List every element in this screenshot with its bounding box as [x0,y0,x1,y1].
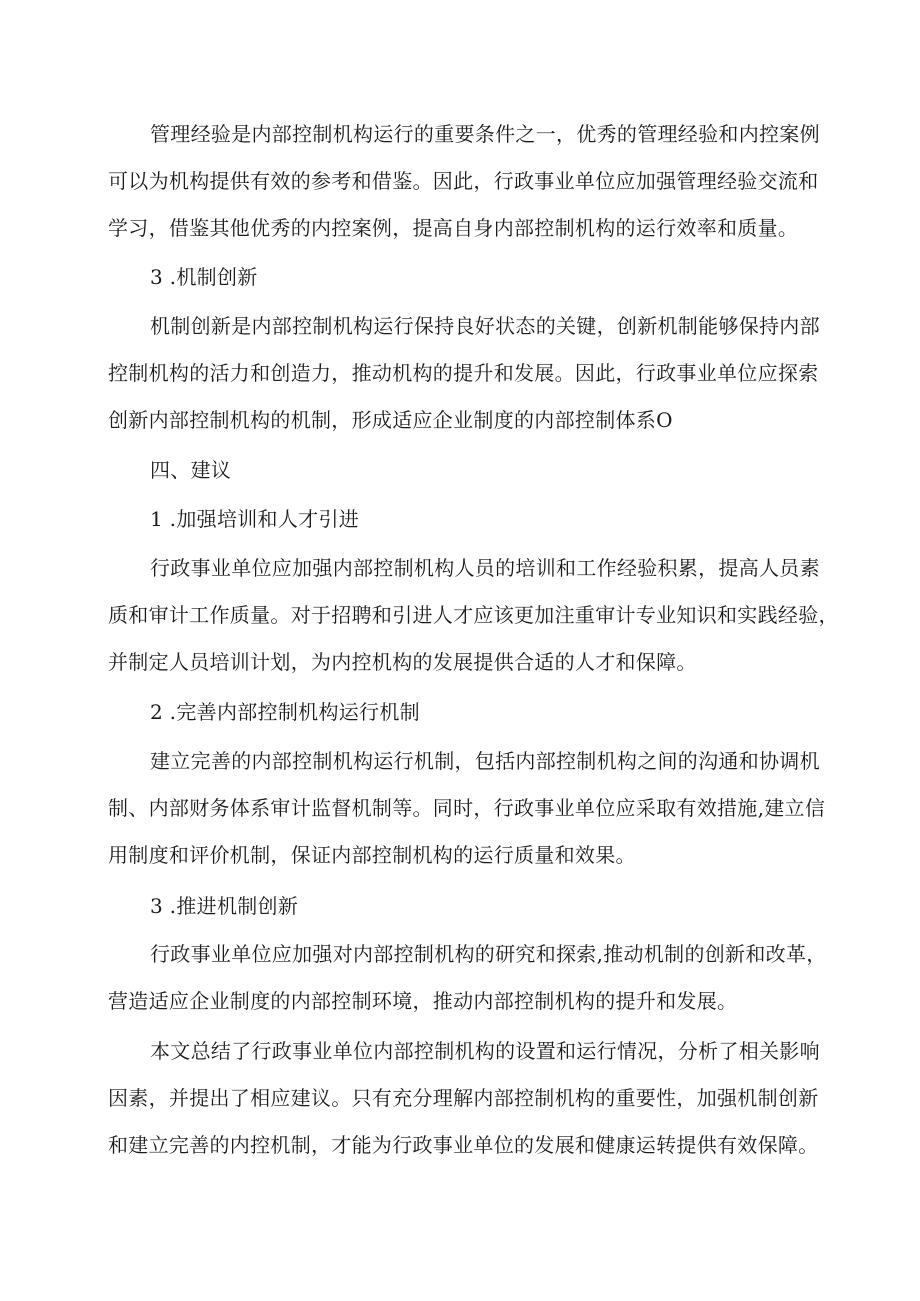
paragraph-5-line-1: 行政事业单位应加强对内部控制机构的研究和探索,推动机制的创新和改革， [150,942,827,966]
paragraph-1-line-3: 学习，借鉴其他优秀的内控案例，提高自身内部控制机构的运行效率和质量。 [108,216,799,240]
paragraph-3-line-2: 质和审计工作质量。对于招聘和引进人才应该更加注重审计专业知识和实践经验， [108,603,839,627]
paragraph-2-line-2: 控制机构的活力和创造力，推动机构的提升和发展。因此，行政事业单位应探索 [108,361,819,385]
section-heading-improve-mechanism: 2 .完善内部控制机构运行机制 [150,700,420,724]
paragraph-1-line-1: 管理经验是内部控制机构运行的重要条件之一，优秀的管理经验和内控案例 [150,122,820,146]
section-heading-mechanism-innovation: 3 .机制创新 [150,265,258,289]
section-heading-training: 1 .加强培训和人才引进 [150,507,360,531]
section-heading-suggestions: 四、建议 [150,458,232,482]
paragraph-3-line-3: 并制定人员培训计划，为内控机构的发展提供合适的人才和保障。 [108,650,697,674]
paragraph-3-line-1: 行政事业单位应加强内部控制机构人员的培训和工作经验积累，提高人员素 [150,556,820,580]
paragraph-2-line-1: 机制创新是内部控制机构运行保持良好状态的关键，创新机制能够保持内部 [150,314,820,338]
paragraph-4-line-2: 制、内部财务体系审计监督机制等。同时，行政事业单位应采取有效措施,建立信 [108,796,826,820]
section-heading-promote-innovation: 3 .推进机制创新 [150,894,299,918]
paragraph-4-line-3: 用制度和评价机制，保证内部控制机构的运行质量和效果。 [108,843,636,867]
paragraph-4-line-1: 建立完善的内部控制机构运行机制，包括内部控制机构之间的沟通和协调机 [150,749,820,773]
paragraph-2-line-3: 创新内部控制机构的机制，形成适应企业制度的内部控制体系O [108,408,673,432]
paragraph-6-line-2: 因素，并提出了相应建议。只有充分理解内部控制机构的重要性，加强机制创新 [108,1086,819,1110]
paragraph-5-line-2: 营造适应企业制度的内部控制环境，推动内部控制机构的提升和发展。 [108,989,738,1013]
paragraph-6-line-3: 和建立完善的内控机制，才能为行政事业单位的发展和健康运转提供有效保障。 [108,1133,819,1157]
paragraph-6-line-1: 本文总结了行政事业单位内部控制机构的设置和运行情况，分析了相关影响 [150,1039,820,1063]
paragraph-1-line-2: 可以为机构提供有效的参考和借鉴。因此，行政事业单位应加强管理经验交流和 [108,169,819,193]
